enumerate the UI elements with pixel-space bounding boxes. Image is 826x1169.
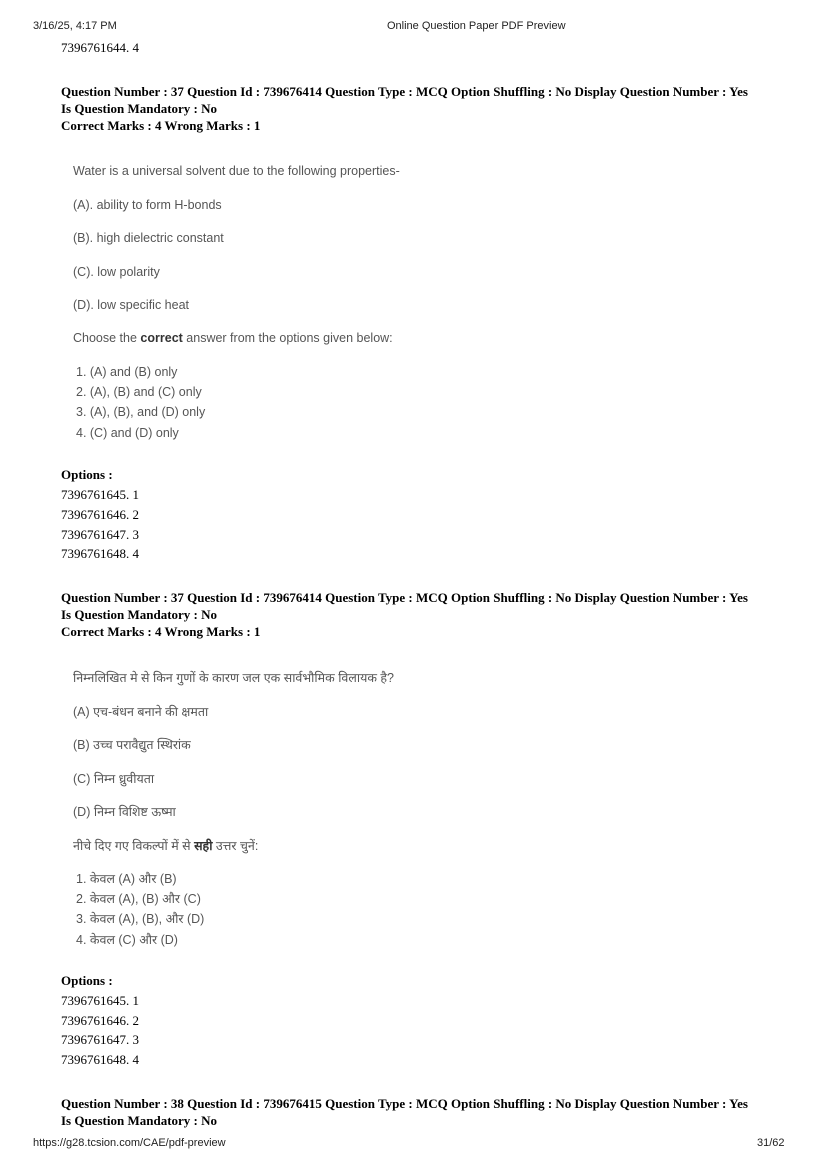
answer-choice: 3. (A), (B), and (D) only (76, 405, 206, 419)
answer-choice: 2. केवल (A), (B) और (C) (76, 892, 201, 906)
question-37-hindi-meta (61, 589, 781, 640)
options-label: Options : (61, 973, 113, 988)
choose-instruction (73, 837, 258, 854)
statement-d: (D) निम्न विशिष्ट ऊष्मा (73, 805, 176, 819)
instruction-emphasis: correct (140, 331, 183, 345)
statement-a: (A) एच-बंधन बनाने की क्षमता (73, 705, 209, 719)
statement-b: (B). high dielectric constant (73, 231, 224, 245)
question-meta-line: Question Number : 38 Question Id : 739676415 Question Type : MCQ Option Shuffling : No Display Question Number : Yes (61, 1096, 748, 1111)
question-mandatory: Is Question Mandatory : No (61, 101, 218, 116)
option-item: 7396761648. 4 (61, 546, 139, 561)
option-item: 7396761644. 4 (61, 40, 139, 55)
answer-choice: 4. (C) and (D) only (76, 426, 179, 440)
option-item: 7396761647. 3 (61, 527, 139, 542)
answer-choice: 3. केवल (A), (B), और (D) (76, 912, 205, 926)
question-mandatory: Is Question Mandatory : No (61, 607, 218, 622)
page-url: https://g28.tcsion.com/CAE/pdf-preview (33, 1137, 226, 1149)
option-item: 7396761648. 4 (61, 1052, 139, 1067)
option-item: 7396761645. 1 (61, 993, 139, 1008)
statement-b: (B) उच्च परावैद्युत स्थिरांक (73, 738, 191, 752)
question-mandatory: Is Question Mandatory : No (61, 1113, 218, 1128)
page-title: Online Question Paper PDF Preview (387, 20, 566, 32)
statement-c: (C). low polarity (73, 265, 160, 279)
answer-choice: 2. (A), (B) and (C) only (76, 385, 202, 399)
question-38-meta (61, 1095, 781, 1129)
instruction-text: Choose the (73, 331, 141, 345)
question-meta-line: Question Number : 37 Question Id : 739676414 Question Type : MCQ Option Shuffling : No Display Question Number : Yes (61, 84, 748, 99)
instruction-text: answer from the options given below: (182, 331, 393, 345)
option-item: 7396761645. 1 (61, 487, 139, 502)
instruction-text: नीचे दिए गए विकल्पों में से (73, 839, 195, 853)
answer-choice: 1. (A) and (B) only (76, 365, 178, 379)
print-datetime: 3/16/25, 4:17 PM (33, 20, 117, 32)
choose-instruction (73, 331, 393, 345)
statement-d: (D). low specific heat (73, 298, 190, 312)
question-marks: Correct Marks : 4 Wrong Marks : 1 (61, 624, 261, 639)
instruction-text: उत्तर चुनें: (212, 839, 259, 853)
statement-c: (C) निम्न ध्रुवीयता (73, 772, 155, 786)
question-meta-line: Question Number : 37 Question Id : 739676414 Question Type : MCQ Option Shuffling : No Display Question Number : Yes (61, 590, 748, 605)
statement-a: (A). ability to form H-bonds (73, 198, 222, 212)
page-number: 31/62 (757, 1137, 785, 1149)
option-item: 7396761646. 2 (61, 507, 139, 522)
answer-choice: 4. केवल (C) और (D) (76, 933, 178, 947)
answer-choice: 1. केवल (A) और (B) (76, 872, 177, 886)
instruction-emphasis: सही (194, 839, 213, 853)
question-37-meta (61, 83, 781, 134)
question-marks: Correct Marks : 4 Wrong Marks : 1 (61, 118, 261, 133)
option-item: 7396761647. 3 (61, 1032, 139, 1047)
question-stem: निम्नलिखित मे से किन गुणों के कारण जल एक सार्वभौमिक विलायक है? (73, 671, 395, 685)
options-label: Options : (61, 467, 113, 482)
question-stem: Water is a universal solvent due to the following properties- (73, 164, 400, 178)
option-item: 7396761646. 2 (61, 1013, 139, 1028)
